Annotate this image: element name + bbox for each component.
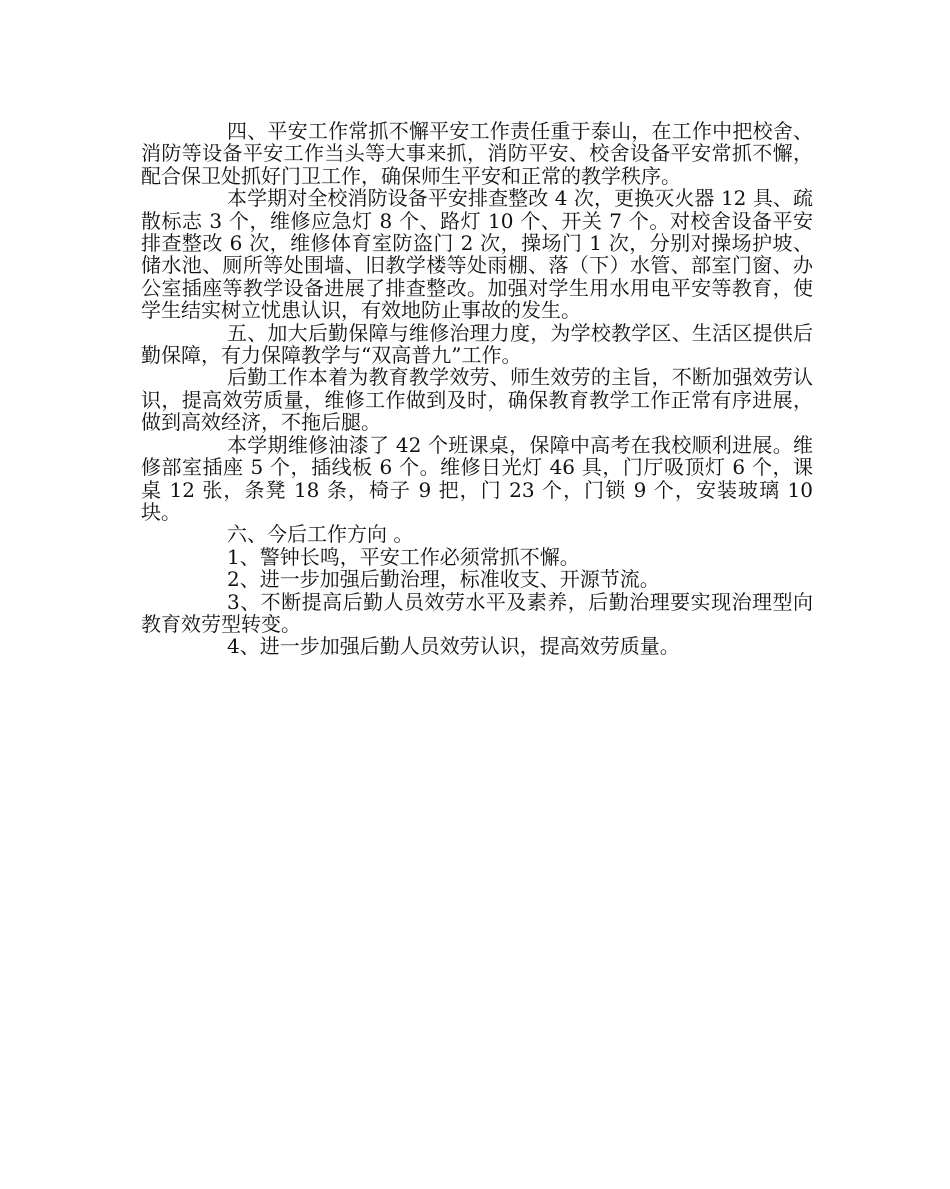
document-body	[141, 120, 813, 658]
paragraph-safety-heading: 四、平安工作常抓不懈平安工作责任重于泰山，在工作中把校舍、消防等设备平安工作当头等大事来抓，消防平安、校舍设备平安常抓不懈，配合保卫处抓好门卫工作，确保师生平安和正常的教学秩序。	[141, 119, 813, 188]
list-item-1: 1、警钟长鸣，平安工作必须常抓不懈。	[227, 544, 580, 569]
paragraph-safety-details: 本学期对全校消防设备平安排查整改 4 次，更换灭火器 12 具、疏散标志 3 个，维修应急灯 8 个、路灯 10 个、开关 7 个。对校舍设备平安排查整改 6 次，维修体育室防盗门 2 次，操场门 1 次，分别对操场护坡、储水池、厕所等处围墙、旧教学楼等处雨棚、落（下）水管、部室门窗、办公室插座等教学设备进展了排查整改。加强对学生用水用电平安等教育，使学生结实树立忧患认识，有效地防止事故的发生。	[141, 186, 813, 323]
list-item-3: 3、不断提高后勤人员效劳水平及素养，后勤治理要实现治理型向教育效劳型转变。	[141, 589, 813, 636]
paragraph-logistics-heading: 五、加大后勤保障与维修治理力度，为学校教学区、生活区提供后勤保障，有力保障教学与“双高普九”工作。	[141, 320, 813, 368]
paragraph-logistics-service: 后勤工作本着为教育教学效劳、师生效劳的主旨，不断加强效劳认识，提高效劳质量，维修工作做到及时，确保教育教学工作正常有序进展，做到高效经济，不拖后腿。	[141, 365, 813, 435]
paragraph-maintenance-details: 本学期维修油漆了 42 个班课桌，保障中高考在我校顺利进展。维修部室插座 5 个，插线板 6 个。维修日光灯 46 具，门厅吸顶灯 6 个，课桌 12 张，条凳 18 条，椅子 9 把，门 23 个，门锁 9 个，安装玻璃 10 块。	[141, 432, 813, 524]
list-item-4: 4、进一步加强后勤人员效劳认识，提高效劳质量。	[227, 634, 680, 659]
list-item-2: 2、进一步加强后勤治理，标准收支、开源节流。	[227, 567, 660, 592]
paragraph-future-heading: 六、今后工作方向 。	[227, 522, 414, 547]
